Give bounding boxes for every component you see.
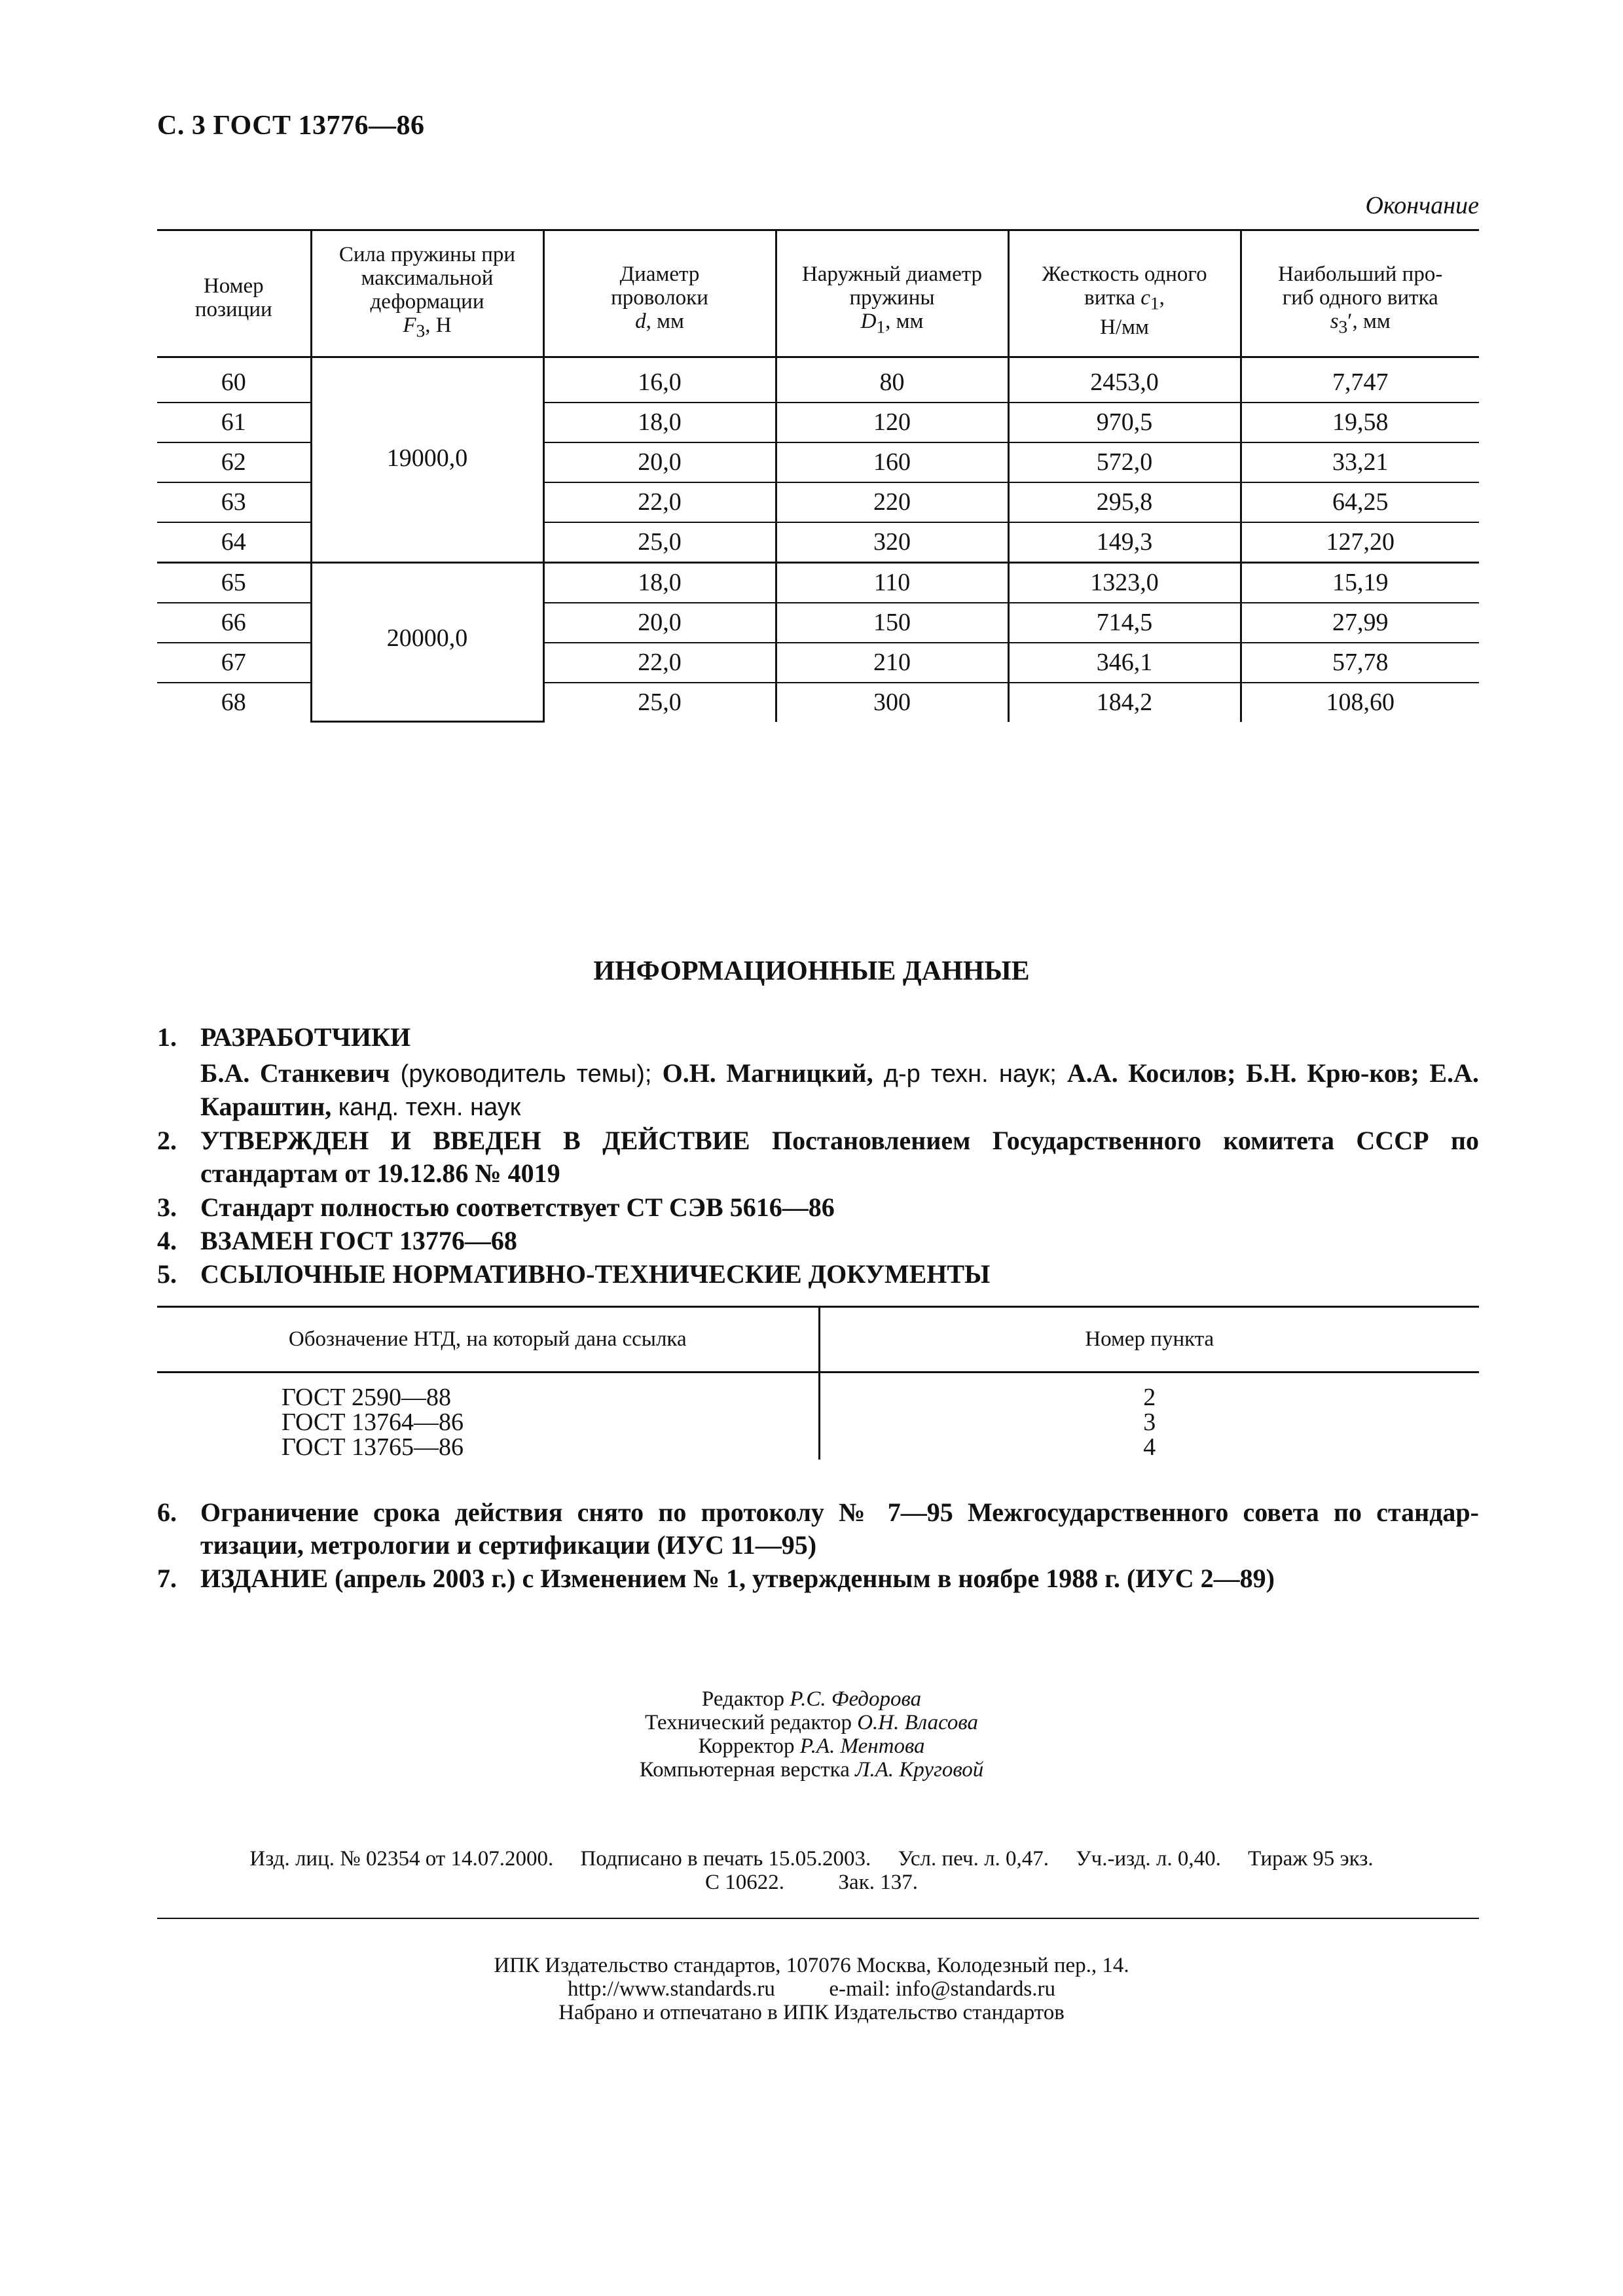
developer-name: О.Н. Магницкий, <box>662 1058 873 1088</box>
publisher-info: ИПК Издательство стандартов, 107076 Москва, Колодезный пер., 14. http://www.standards.ru e-mail: info@standards.ru Набрано и отпечатано в ИПК Издательство стандартов <box>494 1954 1129 2024</box>
developer-name: Б.А. Станкевич <box>200 1058 390 1088</box>
cell-wire-diameter: 22,0 <box>543 482 776 522</box>
cell-position: 66 <box>157 603 311 643</box>
ref-header-clause: Номер пункта <box>819 1307 1479 1372</box>
cell-outer-diameter: 300 <box>776 683 1008 722</box>
spring-parameters-table <box>157 229 1479 723</box>
cell-stiffness: 572,0 <box>1008 442 1241 482</box>
cell-position: 64 <box>157 522 311 563</box>
cell-deflection: 19,58 <box>1241 403 1479 442</box>
cell-deflection: 64,25 <box>1241 482 1479 522</box>
table-row <box>157 1435 1479 1460</box>
cell-stiffness: 184,2 <box>1008 683 1241 722</box>
cell-position: 60 <box>157 363 311 403</box>
info-item-edition: 7. ИЗДАНИЕ (апрель 2003 г.) с Изменением № 1, утвержденным в ноябре 1988 г. (ИУС 2—89) <box>157 1564 1275 1593</box>
layout-line: Компьютерная верстка Л.А. Круговой <box>639 1758 984 1782</box>
divider <box>157 1918 1479 1919</box>
info-item-compliance: 3. Стандарт полностью соответствует СТ СЭВ 5616—86 <box>157 1193 835 1222</box>
info-item-replaces: 4. ВЗАМЕН ГОСТ 13776—68 <box>157 1226 517 1255</box>
ref-header-document: Обозначение НТД, на который дана ссылка <box>157 1307 819 1372</box>
info-section-title: ИНФОРМАЦИОННЫЕ ДАННЫЕ <box>593 956 1030 986</box>
cell-stiffness: 295,8 <box>1008 482 1241 522</box>
header-stiffness: Жесткость одного витка $c_1$, Н/мм <box>1008 230 1241 357</box>
cell-position: 63 <box>157 482 311 522</box>
cell-deflection: 15,19 <box>1241 562 1479 603</box>
cell-outer-diameter: 150 <box>776 603 1008 643</box>
cell-stiffness: 714,5 <box>1008 603 1241 643</box>
imprint-credits <box>0 1687 1623 1782</box>
table-row <box>157 1410 1479 1435</box>
cell-force: 20000,0 <box>311 562 543 722</box>
cell-outer-diameter: 220 <box>776 482 1008 522</box>
corrector-line: Корректор Р.А. Ментова <box>698 1734 925 1758</box>
cell-deflection: 108,60 <box>1241 683 1479 722</box>
header-outer-diameter: Наружный диаметр пружины $D_1$, мм <box>776 230 1008 357</box>
ref-document: ГОСТ 2590—88 <box>282 1384 451 1411</box>
info-item-validity: 6. Ограничение срока действия снято по протоколу № 7—95 Межгосударственного совета по стандар-тизации, метрологии и сертификации (ИУС 11—95) <box>157 1498 1479 1560</box>
cell-wire-diameter: 16,0 <box>543 363 776 403</box>
cell-wire-diameter: 20,0 <box>543 442 776 482</box>
cell-wire-diameter: 25,0 <box>543 522 776 563</box>
table-row <box>157 562 1479 603</box>
info-item-developers: 1. РАЗРАБОТЧИКИ <box>157 1022 411 1052</box>
info-item-references: 5. ССЫЛОЧНЫЕ НОРМАТИВНО-ТЕХНИЧЕСКИЕ ДОКУМЕНТЫ <box>157 1259 991 1289</box>
publication-details: Изд. лиц. № 02354 от 14.07.2000. Подписано в печать 15.05.2003. Усл. печ. л. 0,47. Уч.-изд. л. 0,40. Тираж 95 экз. С 10622. Зак. 137. <box>249 1847 1374 1894</box>
header-deflection: Наибольший про- гиб одного витка $s_3'$, мм <box>1241 230 1479 357</box>
cell-position: 68 <box>221 689 246 717</box>
cell-deflection: 57,78 <box>1241 643 1479 683</box>
cell-stiffness: 2453,0 <box>1008 363 1241 403</box>
ref-document: ГОСТ 13765—86 <box>282 1433 464 1461</box>
cell-position: 67 <box>157 643 311 683</box>
table-row <box>157 363 1479 403</box>
page-header: С. 3 ГОСТ 13776—86 <box>157 111 425 141</box>
cell-position: 62 <box>157 442 311 482</box>
ref-clause: 2 <box>819 1385 1479 1410</box>
cell-stiffness: 1323,0 <box>1008 562 1241 603</box>
cell-stiffness: 149,3 <box>1008 522 1241 563</box>
cell-force: 19000,0 <box>311 363 543 563</box>
table-row <box>157 1385 1479 1410</box>
cell-wire-diameter: 18,0 <box>543 562 776 603</box>
cell-wire-diameter: 22,0 <box>543 643 776 683</box>
cell-deflection: 33,21 <box>1241 442 1479 482</box>
cell-stiffness: 346,1 <box>1008 643 1241 683</box>
cell-deflection: 7,747 <box>1241 363 1479 403</box>
cell-deflection: 27,99 <box>1241 603 1479 643</box>
cell-outer-diameter: 110 <box>776 562 1008 603</box>
cell-wire-diameter: 25,0 <box>543 683 776 722</box>
ref-document: ГОСТ 13764—86 <box>282 1408 464 1436</box>
developers-list: Б.А. Станкевич (руководитель темы); О.Н. Магницкий, д-р техн. наук; А.А. Косилов; Б.Н. Крю-ков; Е.А. Караштин, канд. техн. наук <box>200 1058 1479 1121</box>
ref-clause: 4 <box>819 1435 1479 1460</box>
table-header-row <box>157 230 1479 357</box>
tech-editor-line: Технический редактор О.Н. Власова <box>644 1711 979 1734</box>
cell-outer-diameter: 160 <box>776 442 1008 482</box>
header-position: Номер позиции <box>157 230 311 357</box>
header-force: Сила пружины при максимальной деформации $F_3$, Н <box>311 230 543 357</box>
table-continuation-label: Окончание <box>1365 192 1479 219</box>
editor-line: Редактор Р.С. Федорова <box>701 1687 922 1711</box>
developer-name: А.А. Косилов; Б.Н. Крю-ков; Е.А. Караштин, <box>200 1058 1479 1121</box>
cell-wire-diameter: 18,0 <box>543 403 776 442</box>
reference-documents-table <box>157 1306 1479 1460</box>
cell-outer-diameter: 320 <box>776 522 1008 563</box>
cell-outer-diameter: 80 <box>776 363 1008 403</box>
cell-outer-diameter: 120 <box>776 403 1008 442</box>
cell-stiffness: 970,5 <box>1008 403 1241 442</box>
cell-position: 65 <box>157 562 311 603</box>
ref-clause: 3 <box>819 1410 1479 1435</box>
cell-wire-diameter: 20,0 <box>543 603 776 643</box>
cell-outer-diameter: 210 <box>776 643 1008 683</box>
header-wire-diameter: Диаметр проволоки d, мм <box>543 230 776 357</box>
cell-position: 61 <box>157 403 311 442</box>
cell-deflection: 127,20 <box>1241 522 1479 563</box>
info-item-approved: 2. УТВЕРЖДЕН И ВВЕДЕН В ДЕЙСТВИЕ Постановлением Государственного комитета СССР по стандартам от 19.12.86 № 4019 <box>157 1126 1479 1188</box>
